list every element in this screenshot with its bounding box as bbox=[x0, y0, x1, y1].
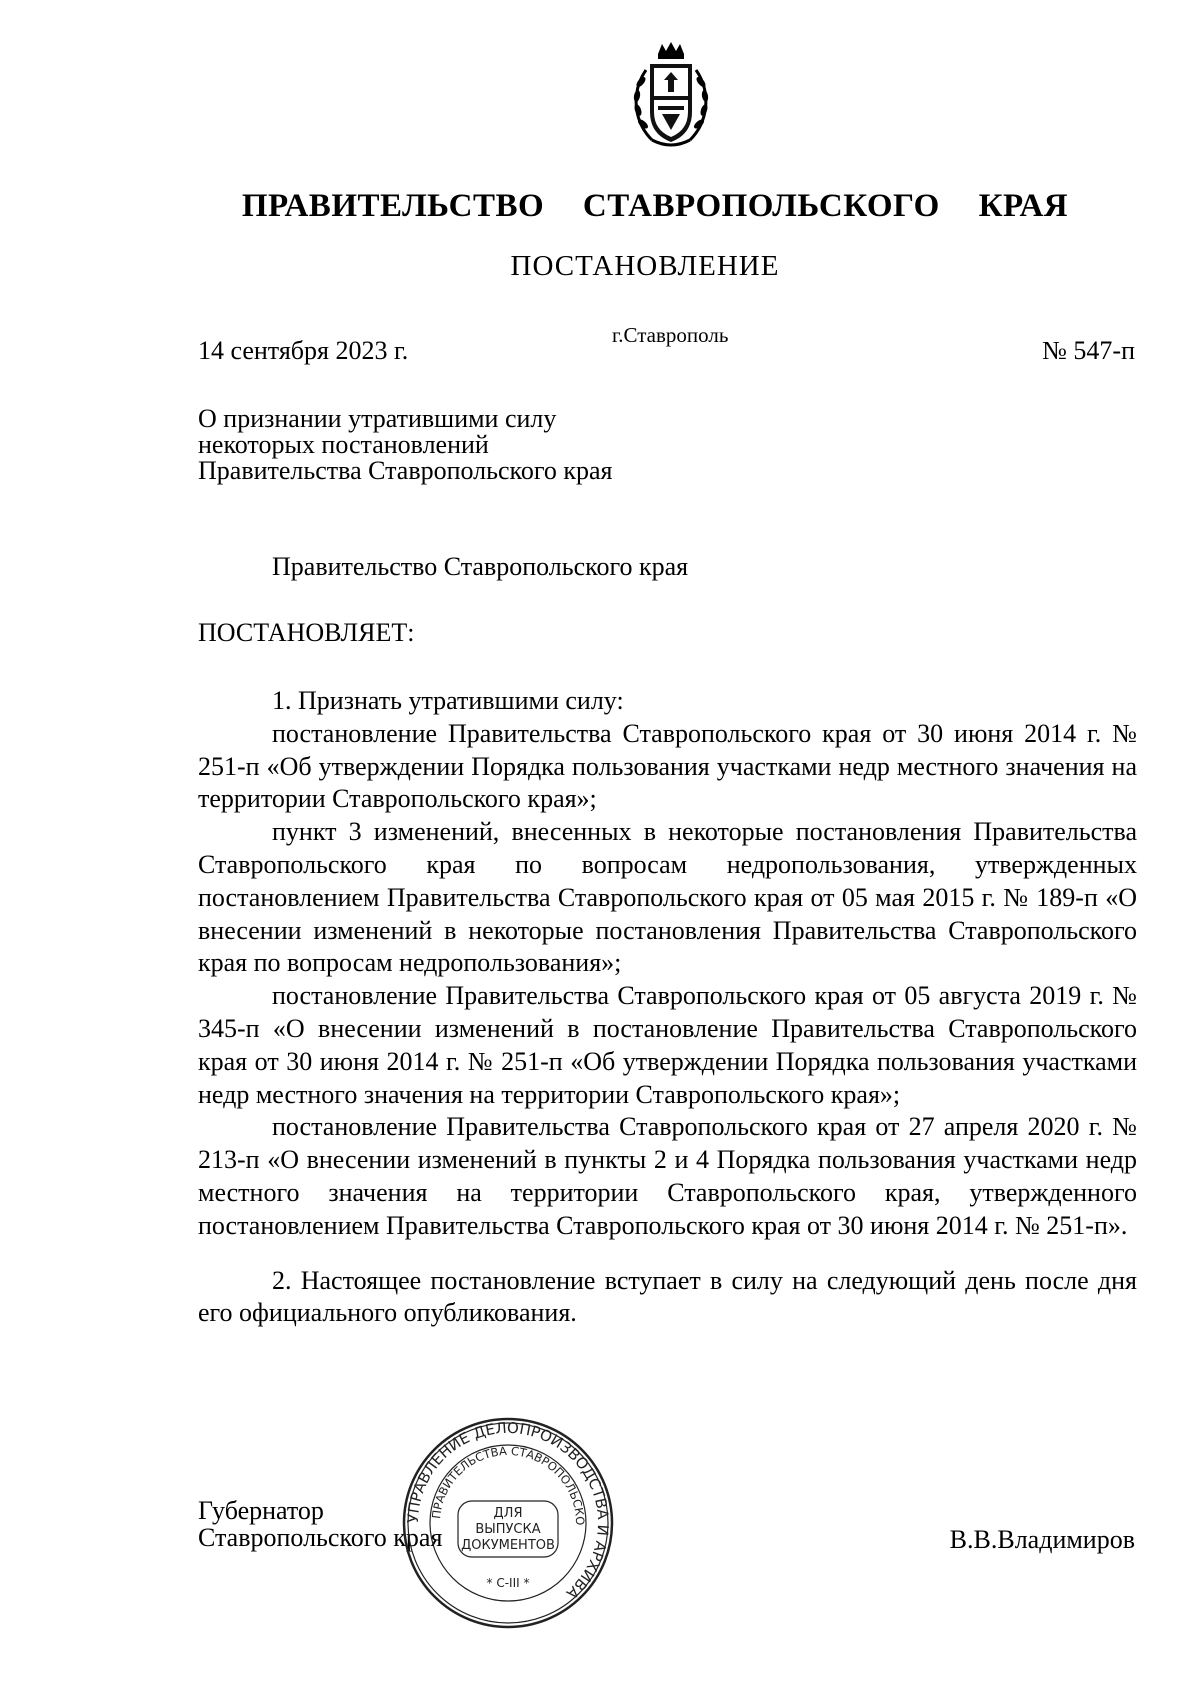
document-date: 14 сентября 2023 г. bbox=[198, 336, 409, 365]
document-subject bbox=[198, 406, 613, 484]
item-1-paragraph: постановление Правительства Ставропольского края от 30 июня 2014 г. № 251-п «Об утверждении Порядка пользования участками недр местного значения на территории Ставропольского края»; bbox=[198, 718, 1137, 814]
subject-line: некоторых постановлений bbox=[198, 430, 489, 459]
government-title: ПРАВИТЕЛЬСТВО СТАВРОПОЛЬСКОГО КРАЯ bbox=[241, 188, 1069, 224]
government-intro: Правительство Ставропольского края bbox=[272, 552, 689, 581]
signatory-position-line: Губернатор bbox=[198, 1496, 324, 1525]
subject-line: Правительства Ставропольского края bbox=[198, 456, 613, 485]
stamp-center-line: ВЫПУСКА bbox=[475, 1522, 541, 1537]
item-1-heading: 1. Признать утратившими силу: bbox=[272, 686, 624, 715]
stamp-center-line: ДЛЯ bbox=[493, 1506, 523, 1521]
item-1-paragraph: пункт 3 изменений, внесенных в некоторые постановления Правительства Ставропольского края по вопросам недропользования, утвержденных постановлением Правительства Ставропольского края от 05 мая 2015 г. № 189-п «О внесении изменений в некоторые постановления Правительства Ставропольского края по вопросам недропользования»; bbox=[198, 817, 1137, 978]
item-1-paragraph: постановление Правительства Ставропольского края от 27 апреля 2020 г. № 213-п «О внесении изменений в пункты 2 и 4 Порядка пользования участками недр местного значения на территории Ставропольского края, утвержденного постановлением Правительства Ставропольского края от 30 июня 2014 г. № 251-п». bbox=[198, 1112, 1137, 1240]
subject-line: О признании утратившими силу bbox=[198, 404, 557, 433]
stamp-inner-text: ПРАВИТЕЛЬСТВА СТАВРОПОЛЬСКО bbox=[429, 1443, 588, 1526]
document-number: № 547-п bbox=[1042, 336, 1135, 365]
stamp-code: * С-III * bbox=[486, 1576, 530, 1590]
signatory-name: В.В.Владимиров bbox=[949, 1525, 1135, 1554]
coat-of-arms-icon bbox=[628, 40, 714, 150]
document-body bbox=[198, 685, 1137, 1330]
resolves-heading: ПОСТАНОВЛЯЕТ: bbox=[198, 618, 415, 647]
item-2-paragraph: 2. Настоящее постановление вступает в силу на следующий день после дня его официального опубликования. bbox=[198, 1265, 1137, 1328]
stamp-outer-text: УПРАВЛЕНИЕ ДЕЛОПРОИЗВОДСТВА И АРХИВА bbox=[403, 1418, 613, 1603]
signatory-position-line: Ставропольского края bbox=[198, 1523, 443, 1552]
document-type: ПОСТАНОВЛЕНИЕ bbox=[510, 250, 780, 282]
item-1-paragraph: постановление Правительства Ставропольского края от 05 августа 2019 г. № 345-п «О внесении изменений в постановление Правительства Ставропольского края от 30 июня 2014 г. № 251-п «Об утверждении Порядка пользования участками недр местного значения на территории Ставропольского края»; bbox=[198, 981, 1137, 1109]
stamp-center-line: ДОКУМЕНТОВ bbox=[461, 1538, 555, 1553]
document-city: г.Ставрополь bbox=[612, 323, 729, 347]
official-stamp bbox=[402, 1417, 614, 1629]
